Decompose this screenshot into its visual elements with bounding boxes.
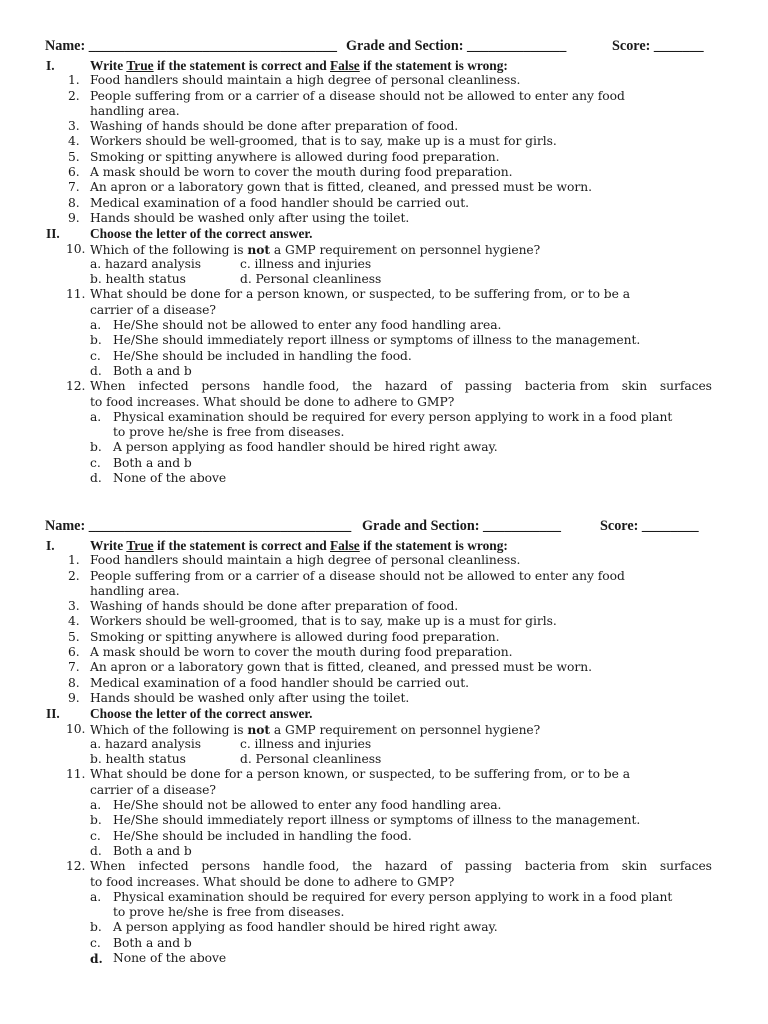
answer-option: c. Both a and b: [90, 455, 192, 470]
answer-option: b. He/She should immediately report illness or symptoms of illness to the management.: [90, 813, 641, 828]
list-item: 8. Medical examination of a food handler should be carried out.: [68, 675, 469, 690]
list-item: 4. Workers should be well-groomed, that is to say, make up is a must for girls.: [68, 614, 557, 629]
section-2-heading: [0, 706, 768, 721]
question-12-continuation: to food increases. What should be done to adhere to GMP?: [90, 394, 455, 409]
grade-section-field[interactable]: Grade and Section: ___________: [362, 518, 562, 534]
question-12: 12. When infected persons handle food, the hazard of passing bacteria from skin surfaces: [66, 379, 712, 394]
answer-option-continuation: to prove he/she is free from diseases.: [113, 425, 345, 440]
list-item: 6. A mask should be worn to cover the mouth during food preparation.: [68, 645, 513, 660]
question-10: 10. Which of the following is not a GMP requirement on personnel hygiene?: [66, 241, 541, 257]
question-10: 10. Which of the following is not a GMP requirement on personnel hygiene?: [66, 721, 541, 737]
student-header: [0, 38, 768, 58]
question-12-continuation: to food increases. What should be done to adhere to GMP?: [90, 874, 455, 889]
question-10-options: [0, 272, 768, 287]
quiz-copy-1: [0, 38, 768, 486]
question-12: 12. When infected persons handle food, the hazard of passing bacteria from skin surfaces: [66, 859, 712, 874]
question-11-continuation: carrier of a disease?: [90, 302, 216, 317]
question-11: 11. What should be done for a person known, or suspected, to be suffering from, or to be a: [66, 767, 630, 782]
true-word: True: [126, 538, 154, 553]
grade-section-field[interactable]: Grade and Section: ______________: [346, 38, 567, 54]
question-10-options: [0, 752, 768, 767]
option-d: d. Personal cleanliness: [240, 272, 382, 287]
question-10-options: [0, 737, 768, 752]
score-field[interactable]: Score: ________: [600, 518, 699, 534]
answer-option: c. Both a and b: [90, 935, 192, 950]
list-item: 7. An apron or a laboratory gown that is fitted, cleaned, and pressed must be worn.: [68, 660, 592, 675]
answer-option: b. A person applying as food handler should be hired right away.: [90, 440, 498, 455]
question-10-options: [0, 257, 768, 272]
list-item-continuation: handling area.: [90, 103, 180, 118]
section-instruction: Choose the letter of the correct answer.: [90, 706, 313, 722]
answer-option: d. Both a and b: [90, 843, 192, 858]
answer-option: d. None of the above: [90, 471, 227, 486]
answer-option: d. Both a and b: [90, 363, 192, 378]
list-item: 1. Food handlers should maintain a high degree of personal cleanliness.: [68, 73, 521, 88]
section-number: II.: [46, 226, 60, 242]
list-item: 9. Hands should be washed only after using the toilet.: [68, 210, 410, 225]
option-c: c. illness and injuries: [240, 736, 372, 751]
section-1-heading: [0, 58, 768, 73]
list-item: 8. Medical examination of a food handler should be carried out.: [68, 195, 469, 210]
list-item: 6. A mask should be worn to cover the mouth during food preparation.: [68, 165, 513, 180]
score-field[interactable]: Score: _______: [612, 38, 704, 54]
list-item: 5. Smoking or spitting anywhere is allowed during food preparation.: [68, 149, 500, 164]
section-2-heading: [0, 226, 768, 241]
list-item: 1. Food handlers should maintain a high degree of personal cleanliness.: [68, 553, 521, 568]
list-item: 7. An apron or a laboratory gown that is fitted, cleaned, and pressed must be worn.: [68, 180, 592, 195]
list-item: 5. Smoking or spitting anywhere is allowed during food preparation.: [68, 629, 500, 644]
question-11-continuation: carrier of a disease?: [90, 782, 216, 797]
option-c: c. illness and injuries: [240, 256, 372, 271]
answer-option-continuation: to prove he/she is free from diseases.: [113, 905, 345, 920]
name-field[interactable]: Name: ___________________________________: [45, 38, 338, 54]
answer-option: c. He/She should be included in handling the food.: [90, 828, 412, 843]
option-a: a. hazard analysis: [90, 736, 201, 751]
section-number: I.: [46, 538, 55, 553]
answer-option: a. He/She should not be allowed to enter any food handling area.: [90, 318, 502, 333]
question-11: 11. What should be done for a person known, or suspected, to be suffering from, or to be a: [66, 287, 630, 302]
section-1-heading: [0, 538, 768, 553]
option-b: b. health status: [90, 272, 186, 287]
list-item: 3. Washing of hands should be done after preparation of food.: [68, 599, 459, 614]
section-instruction: Write True if the statement is correct and False if the statement is wrong:: [90, 538, 508, 553]
section-instruction: Choose the letter of the correct answer.: [90, 226, 313, 242]
list-item: 4. Workers should be well-groomed, that is to say, make up is a must for girls.: [68, 134, 557, 149]
student-header: [0, 518, 768, 538]
answer-option: a. He/She should not be allowed to enter any food handling area.: [90, 798, 502, 813]
answer-option: d. None of the above: [90, 951, 227, 967]
list-item: 3. Washing of hands should be done after preparation of food.: [68, 119, 459, 134]
answer-option: b. A person applying as food handler should be hired right away.: [90, 920, 498, 935]
section-instruction: Write True if the statement is correct and False if the statement is wrong:: [90, 58, 508, 73]
answer-option: a. Physical examination should be required for every person applying to work in a food plant: [90, 889, 673, 904]
list-item: 2. People suffering from or a carrier of a disease should not be allowed to enter any food: [68, 88, 625, 103]
answer-option: c. He/She should be included in handling the food.: [90, 348, 412, 363]
quiz-copy-2: [0, 518, 768, 966]
section-number: I.: [46, 58, 55, 73]
list-item: 9. Hands should be washed only after using the toilet.: [68, 690, 410, 705]
false-word: False: [330, 58, 360, 73]
name-field[interactable]: Name: _____________________________________: [45, 518, 352, 534]
section-number: II.: [46, 706, 60, 722]
list-item-continuation: handling area.: [90, 583, 180, 598]
option-b: b. health status: [90, 752, 186, 767]
list-item: 2. People suffering from or a carrier of a disease should not be allowed to enter any food: [68, 568, 625, 583]
false-word: False: [330, 538, 360, 553]
option-a: a. hazard analysis: [90, 256, 201, 271]
option-d: d. Personal cleanliness: [240, 752, 382, 767]
true-word: True: [126, 58, 154, 73]
answer-option: b. He/She should immediately report illness or symptoms of illness to the management.: [90, 333, 641, 348]
answer-option: a. Physical examination should be required for every person applying to work in a food plant: [90, 409, 673, 424]
